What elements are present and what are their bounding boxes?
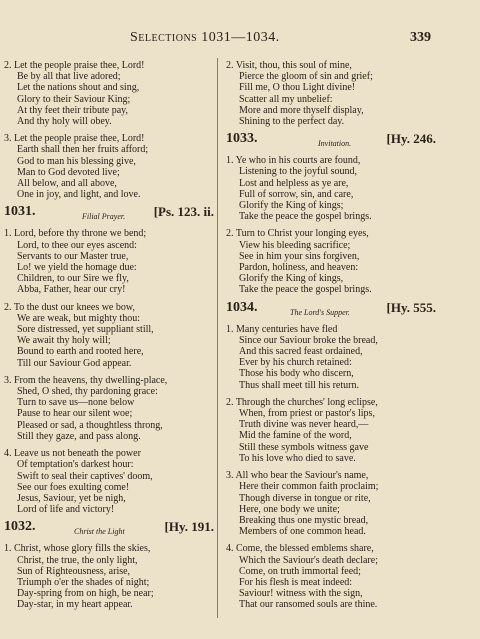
- selection-number: 1031.: [4, 204, 36, 220]
- verse-line: For his flesh is meat indeed:: [239, 576, 353, 588]
- verse-line: 2. To the dust our knees we bow,: [4, 301, 135, 313]
- verse-line: Day-spring from on high, be near;: [17, 588, 154, 600]
- selection-heading-1032: [4, 521, 214, 539]
- verse-line: 2. Through the churches' long eclipse,: [226, 396, 378, 408]
- stanza: [226, 397, 436, 464]
- verse-line: To his love who died to save.: [239, 452, 356, 464]
- hymn-reference: [Hy. 191.: [164, 519, 214, 535]
- stanza-group: [226, 60, 436, 127]
- verse-line: Glorify the King of kings,: [239, 273, 344, 285]
- verse-line: Scatter all my unbelief:: [239, 93, 333, 105]
- stanza: [226, 324, 436, 391]
- verse-line: Lost and helpless as ye are,: [239, 177, 349, 189]
- verse-line: That our ransomed souls are thine.: [239, 599, 378, 611]
- left-column: [4, 60, 214, 617]
- verse-line: At thy feet their tribute pay,: [17, 104, 128, 116]
- verse-line: Of temptation's darkest hour:: [17, 459, 134, 471]
- verse-line: Lo! we yield the homage due:: [17, 262, 137, 274]
- verse-line: 4. Leave us not beneath the power: [4, 448, 141, 460]
- stanza-group: [4, 228, 214, 515]
- verse-line: 1. Many centuries have fled: [226, 323, 338, 335]
- verse-line: 1. Ye who in his courts are found,: [226, 155, 361, 167]
- running-header: [0, 30, 480, 48]
- verse-line: Thus shall meet till his return.: [239, 379, 359, 391]
- verse-line: Earth shall then her fruits afford;: [17, 144, 149, 156]
- verse-line: Come, on truth immortal feed;: [239, 565, 361, 577]
- verse-line: Lord, to thee our eyes ascend:: [17, 239, 137, 251]
- right-column: [226, 60, 436, 617]
- hymn-reference: [Hy. 555.: [386, 299, 436, 315]
- verse-line: Saviour! witness with the sign,: [239, 588, 363, 600]
- verse-line: Let the nations shout and sing,: [17, 82, 140, 94]
- tune-name: The Lord's Supper.: [290, 307, 350, 317]
- verse-line: One in joy, and light, and love.: [17, 189, 141, 201]
- verse-line: Ever by his church retained:: [239, 357, 352, 369]
- stanza: [226, 470, 436, 537]
- verse-line: Servants to our Master true,: [17, 250, 129, 262]
- page-number: 339: [410, 30, 431, 45]
- verse-line: Pierce the gloom of sin and grief;: [239, 71, 373, 83]
- selection-heading-1034: [226, 299, 436, 320]
- verse-line: Still they gaze, and pass along.: [17, 430, 141, 442]
- tune-name: Filial Prayer.: [82, 212, 126, 222]
- selection-number: 1033.: [226, 131, 258, 147]
- verse-line: Bound to earth and rooted here,: [17, 346, 144, 358]
- verse-line: Abba, Father, hear our cry!: [17, 284, 126, 296]
- verse-line: And thy holy will obey.: [17, 116, 112, 128]
- stanza: [4, 228, 214, 295]
- verse-line: Still these symbols witness gave: [239, 441, 369, 453]
- verse-line: Glorify the King of kings;: [239, 200, 344, 212]
- verse-line: Though diverse in tongue or rite,: [239, 492, 371, 504]
- verse-line: We are weak, but mighty thou:: [17, 312, 141, 324]
- verse-line: Take the peace the gospel brings.: [239, 284, 372, 296]
- stanza-group: [4, 60, 214, 200]
- verse-line: Be by all that live adored;: [17, 71, 121, 83]
- verse-line: Turn to save us—none below: [17, 397, 135, 409]
- verse-line: 2. Visit, thou, this soul of mine,: [226, 60, 352, 71]
- verse-line: Lord of life and victory!: [17, 504, 115, 516]
- verse-line: Sun of Righteousness, arise,: [17, 565, 131, 577]
- verse-line: 1. Christ, whose glory fills the skies,: [4, 543, 151, 555]
- verse-line: Members of one common head.: [239, 526, 366, 538]
- stanza: [4, 133, 214, 200]
- verse-line: Man to God devoted live;: [17, 166, 120, 178]
- verse-line: Here their common faith proclaim;: [239, 481, 379, 493]
- verse-line: 3. Let the people praise thee, Lord!: [4, 133, 145, 145]
- verse-line: Children, to our Sire we fly,: [17, 273, 129, 285]
- verse-line: When, from priest or pastor's lips,: [239, 408, 375, 420]
- tune-name: Christ the Light: [74, 527, 125, 537]
- verse-line: Since our Saviour broke the bread,: [239, 334, 378, 346]
- verse-line: God to man his blessing give,: [17, 155, 136, 167]
- stanza: [4, 543, 214, 610]
- verse-line: Pardon, holiness, and heaven:: [239, 262, 359, 274]
- verse-line: Jesus, Saviour, yet be nigh,: [17, 492, 126, 504]
- stanza: [4, 302, 214, 369]
- verse-line: Christ, the true, the only light,: [17, 554, 138, 566]
- stanza: [226, 228, 436, 295]
- verse-line: Mid the famine of the word,: [239, 430, 352, 442]
- hymn-reference: [Ps. 123. ii.: [153, 204, 214, 220]
- verse-line: 3. All who bear the Saviour's name,: [226, 470, 369, 482]
- stanza: [226, 60, 436, 127]
- verse-line: Day-star, in my heart appear.: [17, 599, 133, 611]
- verse-line: Pleased or sad, a thoughtless throng,: [17, 419, 163, 431]
- stanza: [4, 60, 214, 127]
- verse-line: View his bleeding sacrifice;: [239, 239, 351, 251]
- verse-line: Swift to seal their captives' doom,: [17, 470, 153, 482]
- selection-heading-1031: [4, 206, 214, 224]
- stanza: [226, 543, 436, 610]
- verse-line: Take the peace the gospel brings.: [239, 211, 372, 223]
- verse-line: 3. From the heavens, thy dwelling-place,: [4, 374, 168, 386]
- verse-line: We await thy holy will;: [17, 335, 111, 347]
- verse-line: Fill me, O thou Light divine!: [239, 82, 356, 94]
- stanza-group: [226, 155, 436, 295]
- verse-line: Here, one body we unite;: [239, 503, 340, 515]
- verse-line: Pause to hear our silent woe;: [17, 408, 133, 420]
- verse-line: 2. Let the people praise thee, Lord!: [4, 60, 145, 71]
- verse-line: Sore distressed, yet suppliant still,: [17, 324, 154, 336]
- verse-line: Shining to the perfect day.: [239, 116, 345, 128]
- stanza: [226, 155, 436, 222]
- verse-line: 4. Come, the blessed emblems share,: [226, 543, 374, 555]
- hymn-reference: [Hy. 246.: [386, 131, 436, 147]
- verse-line: Listening to the joyful sound,: [239, 166, 358, 178]
- verse-line: 2. Turn to Christ your longing eyes,: [226, 228, 369, 240]
- verse-line: Shed, O shed, thy pardoning grace:: [17, 386, 158, 398]
- verse-line: 1. Lord, before thy throne we bend;: [4, 228, 147, 240]
- verse-line: Which the Saviour's death declare;: [239, 554, 378, 566]
- verse-line: Breaking thus one mystic bread,: [239, 514, 369, 526]
- selection-number: 1032.: [4, 519, 36, 535]
- selection-heading-1033: [226, 133, 436, 151]
- verse-line: And this sacred feast ordained,: [239, 346, 363, 358]
- verse-line: All below, and all above,: [17, 178, 117, 190]
- verse-line: Glory to their Saviour King;: [17, 93, 131, 105]
- verse-line: Triumph o'er the shades of night;: [17, 576, 150, 588]
- stanza-group: [226, 324, 436, 611]
- selection-number: 1034.: [226, 299, 258, 315]
- verse-line: Those his body who discern,: [239, 368, 354, 380]
- header-title: Selections 1031—1034.: [130, 30, 280, 45]
- stanza: [4, 448, 214, 515]
- verse-line: Full of sorrow, sin, and care,: [239, 188, 354, 200]
- verse-line: Till our Saviour God appear.: [17, 357, 132, 369]
- verse-line: Truth divine was never heard,—: [239, 419, 369, 431]
- stanza: [4, 375, 214, 442]
- verse-line: See our foes exulting come!: [17, 481, 130, 493]
- stanza-group: [4, 543, 214, 610]
- column-divider: [217, 58, 218, 618]
- verse-line: More and more thyself display,: [239, 104, 364, 116]
- tune-name: Invitation.: [318, 139, 352, 149]
- verse-line: See in him your sins forgiven,: [239, 250, 360, 262]
